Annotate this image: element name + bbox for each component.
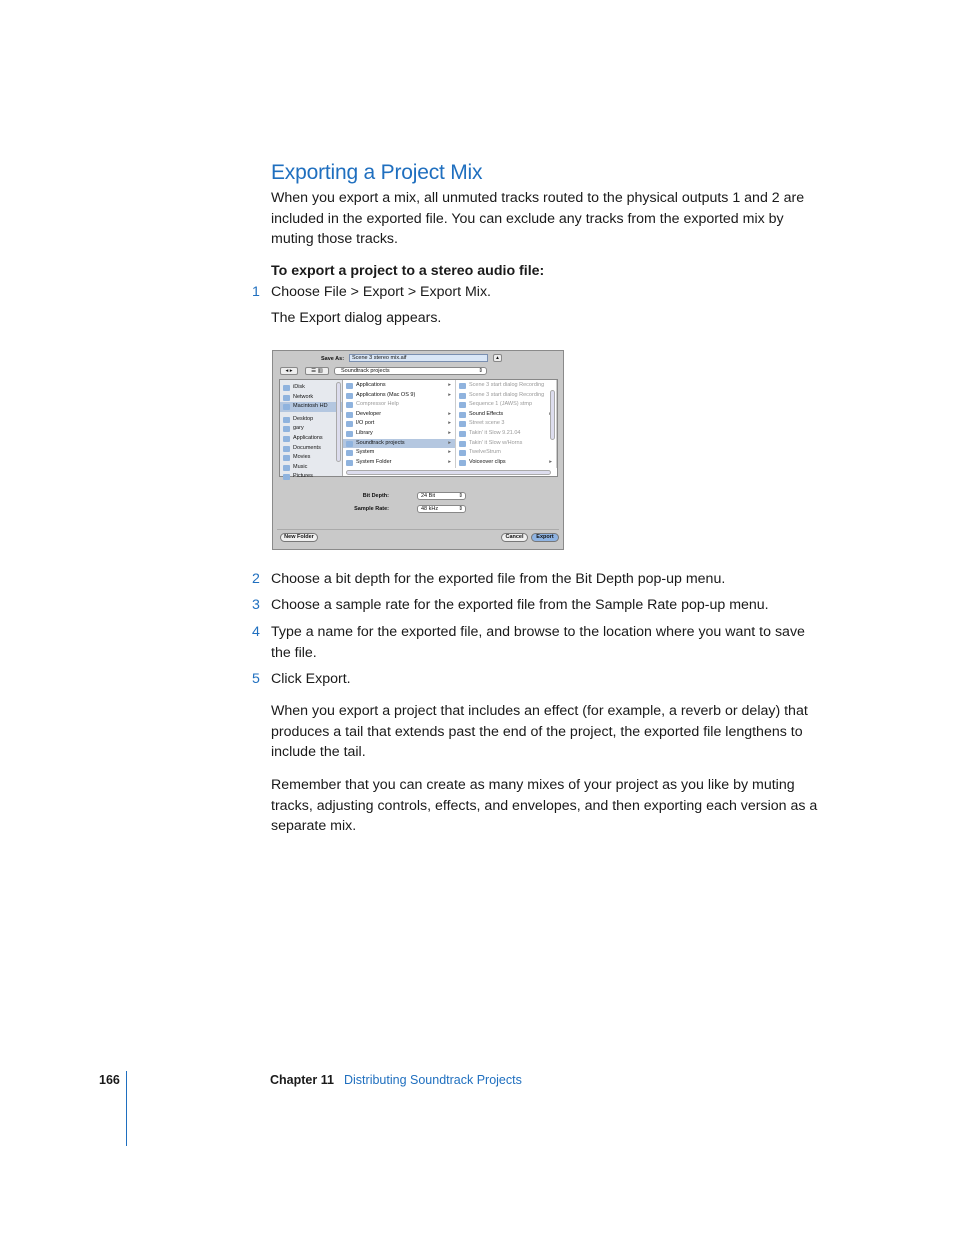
bit-depth-label: Bit Depth:	[362, 493, 389, 499]
folder-icon	[346, 431, 353, 437]
chevron-right-icon: ▸	[448, 429, 451, 436]
list-item[interactable]: Takin' it Slow 9.21.04	[456, 429, 556, 439]
list-item[interactable]: System Folder ▸	[343, 458, 455, 468]
chevron-right-icon: ▸	[448, 410, 451, 417]
list-item[interactable]: Sequence 1 (JAWS) stmp	[456, 400, 556, 410]
chevron-right-icon: ▸	[448, 391, 451, 398]
location-popup[interactable]	[334, 367, 487, 375]
popup-arrows-icon: ⇕	[478, 368, 483, 374]
sample-rate-label: Sample Rate:	[354, 506, 389, 512]
pictures-icon	[283, 474, 290, 480]
step-number: 5	[252, 671, 260, 687]
popup-arrows-icon: ⇕	[458, 493, 463, 499]
back-forward-icon: ◂ ▸	[285, 368, 293, 374]
list-item[interactable]: System ▸	[343, 448, 455, 458]
chevron-right-icon: ▸	[549, 458, 552, 465]
file-icon	[346, 402, 353, 408]
step-text: Choose a sample rate for the exported file from the Sample Rate pop-up menu.	[271, 597, 769, 613]
home-icon	[283, 426, 290, 432]
step-text: Click Export.	[271, 671, 351, 687]
tail-paragraph: When you export a project that includes an effect (for example, a reverb or delay) that produces a tail that extends past the end of the project, the exported file lengthens to include the tail.	[271, 703, 808, 760]
list-item[interactable]: Applications ▸	[343, 381, 455, 391]
step-3	[240, 595, 825, 616]
step-number: 3	[252, 597, 260, 613]
folder-icon	[346, 450, 353, 456]
sidebar-item[interactable]: Desktop	[280, 415, 342, 425]
file-browser	[279, 379, 558, 480]
export-dialog-screenshot	[272, 350, 564, 550]
folder-icon	[346, 383, 353, 389]
step-number: 2	[252, 571, 260, 587]
chevron-right-icon: ▸	[448, 449, 451, 456]
remember-paragraph: Remember that you can create as many mixes of your project as you like by muting tracks, adjusting controls, effects, and envelopes, and then exporting each version as a separate mix.	[271, 777, 818, 834]
step-5	[240, 669, 825, 690]
chevron-right-icon: ▸	[448, 382, 451, 388]
intro-paragraph: When you export a mix, all unmuted tracks routed to the physical outputs 1 and 2 are included in the exported file. You can exclude any tracks from the exported mix by muting those tracks.	[271, 190, 805, 247]
folder-icon	[459, 460, 466, 466]
file-icon	[459, 402, 466, 408]
bit-depth-value: 24 Bit	[421, 493, 436, 499]
list-item[interactable]: Scene 3 start dialog Recording	[456, 381, 556, 391]
step-text: Choose File > Export > Export Mix.	[271, 284, 491, 300]
chevron-up-icon: ▴	[496, 355, 499, 361]
file-icon	[459, 383, 466, 389]
footer-rule	[126, 1071, 127, 1146]
page-number: 166	[99, 1073, 120, 1087]
view-mode-buttons[interactable]	[305, 367, 329, 375]
network-icon	[283, 395, 290, 401]
list-item[interactable]: TwelveStrum	[456, 448, 556, 458]
folder-icon	[459, 412, 466, 418]
folder-icon	[346, 441, 353, 447]
chevron-right-icon: ▸	[448, 458, 451, 465]
sidebar-item[interactable]: Macintosh HD	[280, 402, 342, 412]
list-item[interactable]: Street scene 3	[456, 419, 556, 429]
idisk-icon	[283, 385, 290, 391]
column-scrollbar[interactable]	[550, 390, 555, 440]
list-item[interactable]: Developer ▸	[343, 410, 455, 420]
procedure-title: To export a project to a stereo audio file:	[271, 263, 545, 279]
sidebar-item[interactable]: Network	[280, 393, 342, 403]
file-icon	[459, 393, 466, 399]
file-icon	[459, 431, 466, 437]
list-item[interactable]: Voiceover clips ▸	[456, 458, 556, 468]
save-as-field[interactable]: Scene 3 stereo mix.aif	[349, 354, 488, 362]
bit-depth-popup[interactable]	[417, 492, 466, 500]
music-icon	[283, 465, 290, 471]
movies-icon	[283, 455, 290, 461]
applications-icon	[283, 436, 290, 442]
save-as-label: Save As:	[321, 356, 345, 362]
browser-horizontal-scrollbar[interactable]	[346, 470, 551, 475]
desktop-icon	[283, 417, 290, 423]
browser-sidebar	[280, 380, 343, 480]
popup-arrows-icon: ⇕	[458, 506, 463, 512]
new-folder-button[interactable]: New Folder	[280, 533, 318, 542]
sidebar-item[interactable]: iDisk	[280, 383, 342, 393]
list-item[interactable]: Sound Effects	[456, 410, 556, 420]
list-item[interactable]: Soundtrack projects ▸	[343, 439, 455, 449]
step-number: 4	[252, 624, 260, 640]
step-1	[240, 282, 825, 303]
folder-icon	[346, 393, 353, 399]
browser-column-2	[456, 380, 557, 468]
sidebar-scrollbar[interactable]	[336, 382, 341, 462]
chapter-title: Distributing Soundtrack Projects	[344, 1073, 522, 1087]
sidebar-item[interactable]: Documents	[280, 444, 342, 454]
chevron-right-icon: ▸	[448, 420, 451, 427]
sidebar-item[interactable]: Applications	[280, 434, 342, 444]
expand-button[interactable]	[493, 354, 502, 362]
step-4	[240, 622, 825, 664]
file-icon	[459, 450, 466, 456]
list-item[interactable]: Compressor Help	[343, 400, 455, 410]
hard-disk-icon	[283, 404, 290, 410]
folder-icon	[346, 460, 353, 466]
file-icon	[459, 421, 466, 427]
step-1-result: The Export dialog appears.	[271, 310, 442, 326]
cancel-button[interactable]: Cancel	[501, 533, 528, 542]
chapter-label: Chapter 11	[270, 1073, 334, 1087]
list-item[interactable]: Applications (Mac OS 9) ▸	[343, 391, 455, 401]
list-item[interactable]: Takin' it Slow w/Horns	[456, 439, 556, 449]
file-icon	[459, 441, 466, 447]
list-item[interactable]: Library ▸	[343, 429, 455, 439]
chevron-right-icon: ▸	[448, 439, 451, 446]
step-2	[240, 569, 825, 590]
list-item[interactable]: I/O port ▸	[343, 419, 455, 429]
browser-column-1	[343, 380, 456, 468]
step-number: 1	[252, 284, 260, 300]
section-heading: Exporting a Project Mix	[271, 161, 483, 184]
sample-rate-popup[interactable]	[417, 505, 466, 513]
sidebar-item[interactable]: gary	[280, 424, 342, 434]
back-forward-buttons[interactable]	[280, 367, 298, 375]
step-text: Choose a bit depth for the exported file from the Bit Depth pop-up menu.	[271, 571, 726, 587]
export-button[interactable]: Export	[531, 533, 559, 542]
list-item[interactable]: Scene 3 start dialog Recording	[456, 391, 556, 401]
sidebar-item[interactable]: Music	[280, 463, 342, 473]
divider	[277, 529, 559, 530]
folder-icon	[346, 421, 353, 427]
sidebar-item[interactable]: Pictures	[280, 472, 342, 482]
folder-icon	[346, 412, 353, 418]
documents-icon	[283, 446, 290, 452]
list-view-icon: ☰ ▥	[311, 368, 323, 374]
sidebar-item[interactable]: Movies	[280, 453, 342, 463]
location-value: Soundtrack projects	[341, 368, 390, 374]
step-text: Type a name for the exported file, and browse to the location where you want to save the file.	[271, 624, 805, 661]
sample-rate-value: 48 kHz	[421, 506, 439, 512]
